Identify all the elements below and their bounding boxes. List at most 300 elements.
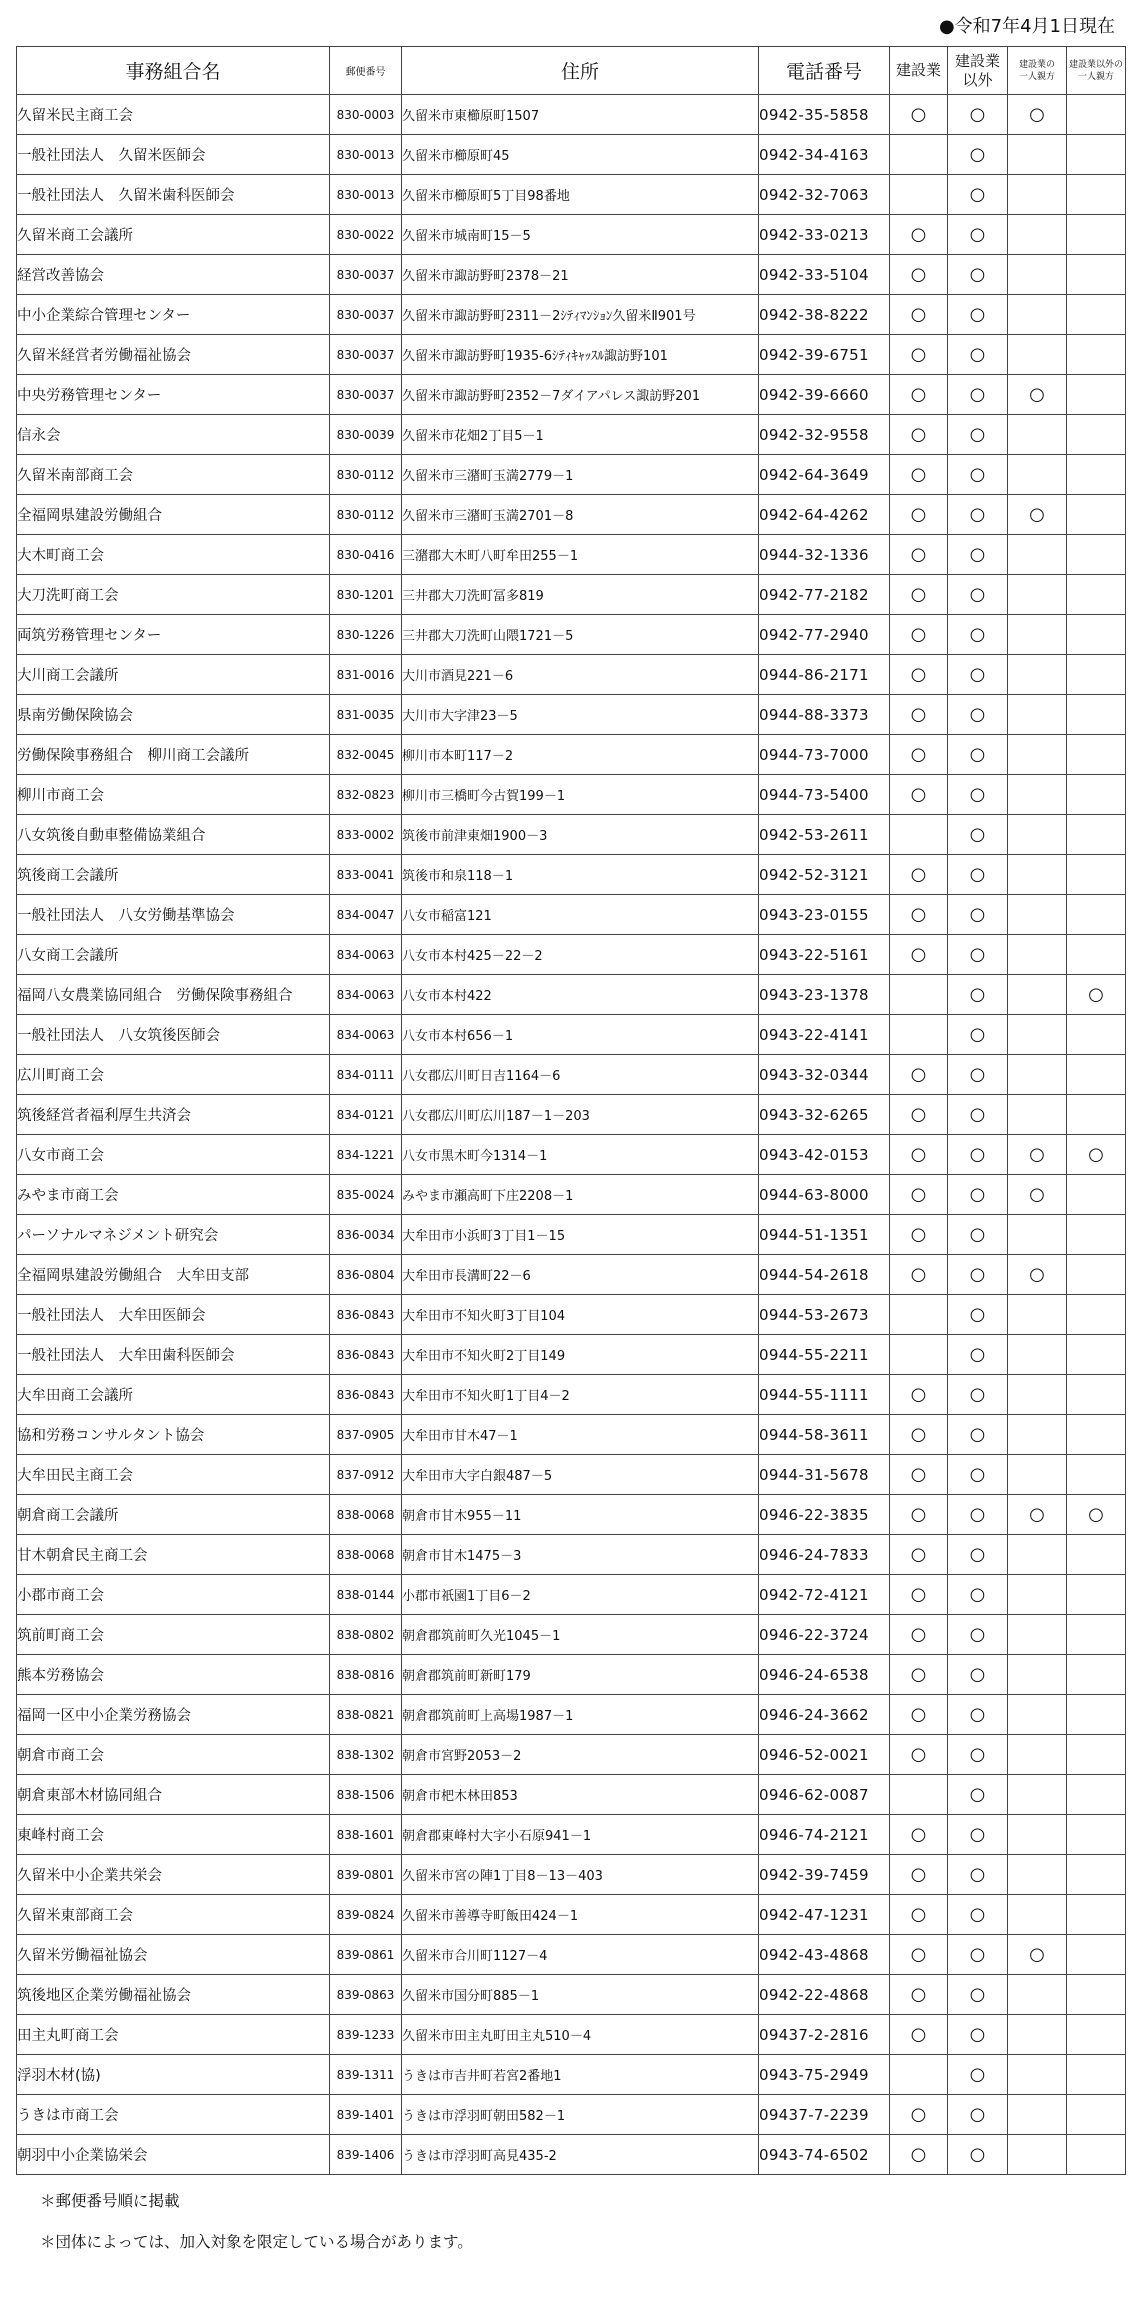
cell-phone: 0942-38-8222 <box>759 295 890 335</box>
table-row <box>17 2055 1126 2095</box>
circle-mark-icon: ○ <box>910 1824 927 1845</box>
cell-non-construction <box>948 2095 1008 2135</box>
circle-mark-icon: ○ <box>969 1384 986 1405</box>
table-row <box>17 415 1126 455</box>
cell-non-construction-sole <box>1067 735 1126 775</box>
cell-non-construction-sole <box>1067 1895 1126 1935</box>
circle-mark-icon: ○ <box>1088 1504 1104 1525</box>
cell-non-construction-sole <box>1067 615 1126 655</box>
cell-construction-sole <box>1008 1655 1067 1695</box>
cell-address: うきは市浮羽町朝田582－1 <box>402 2095 759 2135</box>
cell-union-name: うきは市商工会 <box>17 2095 330 2135</box>
cell-construction-sole <box>1008 655 1067 695</box>
cell-construction-sole <box>1008 895 1067 935</box>
cell-union-name: 筑前町商工会 <box>17 1615 330 1655</box>
circle-mark-icon: ○ <box>969 264 986 285</box>
circle-mark-icon: ○ <box>910 1064 927 1085</box>
cell-union-name: 一般社団法人 八女労働基準協会 <box>17 895 330 935</box>
circle-mark-icon: ○ <box>969 1624 986 1645</box>
cell-construction <box>890 1015 948 1055</box>
circle-mark-icon: ○ <box>910 1144 927 1165</box>
circle-mark-icon: ○ <box>969 1104 986 1125</box>
cell-non-construction <box>948 1535 1008 1575</box>
circle-mark-icon: ○ <box>969 944 986 965</box>
table-row <box>17 455 1126 495</box>
cell-non-construction <box>948 1975 1008 2015</box>
table-row <box>17 1135 1126 1175</box>
cell-union-name: 筑後経営者福利厚生共済会 <box>17 1095 330 1135</box>
footnotes <box>40 2190 473 2272</box>
cell-non-construction <box>948 1135 1008 1175</box>
circle-mark-icon: ○ <box>910 1584 927 1605</box>
cell-phone: 0944-32-1336 <box>759 535 890 575</box>
cell-construction <box>890 1855 948 1895</box>
table-row <box>17 855 1126 895</box>
circle-mark-icon: ○ <box>969 1144 986 1165</box>
circle-mark-icon: ○ <box>910 1664 927 1685</box>
cell-union-name: 大牟田商工会議所 <box>17 1375 330 1415</box>
cell-phone: 0942-53-2611 <box>759 815 890 855</box>
cell-non-construction <box>948 1935 1008 1975</box>
cell-construction-sole <box>1008 1695 1067 1735</box>
circle-mark-icon: ○ <box>969 784 986 805</box>
cell-phone: 0943-75-2949 <box>759 2055 890 2095</box>
cell-address: 久留米市諏訪野町1935-6ｼﾃｨｷｬｯｽﾙ諏訪野101 <box>402 335 759 375</box>
table-row <box>17 495 1126 535</box>
cell-non-construction <box>948 1335 1008 1375</box>
cell-non-construction <box>948 775 1008 815</box>
table-row <box>17 335 1126 375</box>
cell-phone: 0942-33-0213 <box>759 215 890 255</box>
cell-postal-code: 830-0112 <box>330 455 402 495</box>
cell-postal-code: 839-1233 <box>330 2015 402 2055</box>
cell-non-construction-sole <box>1067 815 1126 855</box>
footnote-order: ＊郵便番号順に掲載 <box>40 2192 180 2210</box>
circle-mark-icon: ○ <box>969 304 986 325</box>
cell-non-construction <box>948 615 1008 655</box>
cell-phone: 0943-22-5161 <box>759 935 890 975</box>
cell-union-name: 県南労働保険協会 <box>17 695 330 735</box>
cell-postal-code: 838-1601 <box>330 1815 402 1855</box>
cell-phone: 0942-32-9558 <box>759 415 890 455</box>
circle-mark-icon: ○ <box>910 464 927 485</box>
cell-non-construction <box>948 335 1008 375</box>
cell-non-construction-sole <box>1067 375 1126 415</box>
cell-phone: 0943-32-0344 <box>759 1055 890 1095</box>
cell-postal-code: 833-0041 <box>330 855 402 895</box>
cell-phone: 0942-72-4121 <box>759 1575 890 1615</box>
cell-non-construction-sole <box>1067 975 1126 1015</box>
circle-mark-icon: ○ <box>910 504 927 525</box>
cell-non-construction-sole <box>1067 935 1126 975</box>
cell-construction <box>890 95 948 135</box>
table-row <box>17 1535 1126 1575</box>
cell-construction-sole <box>1008 175 1067 215</box>
circle-mark-icon: ○ <box>969 1984 986 2005</box>
table-row <box>17 895 1126 935</box>
circle-mark-icon: ○ <box>910 704 927 725</box>
cell-construction <box>890 495 948 535</box>
cell-non-construction-sole <box>1067 295 1126 335</box>
cell-non-construction-sole <box>1067 95 1126 135</box>
circle-mark-icon: ○ <box>969 384 986 405</box>
cell-address: 大牟田市長溝町22－6 <box>402 1255 759 1295</box>
header-construction: 建設業 <box>890 47 948 95</box>
cell-construction-sole <box>1008 1095 1067 1135</box>
cell-construction-sole <box>1008 1215 1067 1255</box>
table-row <box>17 255 1126 295</box>
cell-union-name: 一般社団法人 久留米医師会 <box>17 135 330 175</box>
cell-phone: 0942-43-4868 <box>759 1935 890 1975</box>
cell-construction-sole <box>1008 335 1067 375</box>
circle-mark-icon: ○ <box>969 1864 986 1885</box>
cell-phone: 0944-88-3373 <box>759 695 890 735</box>
cell-non-construction-sole <box>1067 855 1126 895</box>
cell-construction-sole <box>1008 535 1067 575</box>
cell-address: 大牟田市不知火町3丁目104 <box>402 1295 759 1335</box>
cell-postal-code: 837-0912 <box>330 1455 402 1495</box>
cell-phone: 0942-32-7063 <box>759 175 890 215</box>
table-row <box>17 1935 1126 1975</box>
cell-address: 八女市本村425－22－2 <box>402 935 759 975</box>
cell-construction <box>890 855 948 895</box>
cell-construction <box>890 1575 948 1615</box>
table-row <box>17 695 1126 735</box>
cell-phone: 0942-64-4262 <box>759 495 890 535</box>
cell-construction <box>890 1535 948 1575</box>
cell-non-construction <box>948 1015 1008 1055</box>
cell-non-construction <box>948 135 1008 175</box>
cell-construction <box>890 175 948 215</box>
cell-union-name: 甘木朝倉民主商工会 <box>17 1535 330 1575</box>
cell-non-construction-sole <box>1067 1775 1126 1815</box>
cell-construction-sole <box>1008 815 1067 855</box>
cell-construction <box>890 335 948 375</box>
cell-union-name: 一般社団法人 大牟田歯科医師会 <box>17 1335 330 1375</box>
cell-address: 久留米市諏訪野町2311－2ｼﾃｨﾏﾝｼｮﾝ久留米Ⅱ901号 <box>402 295 759 335</box>
cell-postal-code: 831-0016 <box>330 655 402 695</box>
cell-non-construction-sole <box>1067 1655 1126 1695</box>
circle-mark-icon: ○ <box>969 1184 986 1205</box>
cell-address: 八女市本村422 <box>402 975 759 1015</box>
cell-non-construction <box>948 95 1008 135</box>
circle-mark-icon: ○ <box>910 1864 927 1885</box>
cell-construction-sole <box>1008 1535 1067 1575</box>
circle-mark-icon: ○ <box>910 264 927 285</box>
circle-mark-icon: ○ <box>969 224 986 245</box>
cell-union-name: 経営改善協会 <box>17 255 330 295</box>
circle-mark-icon: ○ <box>910 1424 927 1445</box>
circle-mark-icon: ○ <box>969 2104 986 2125</box>
cell-phone: 0946-24-7833 <box>759 1535 890 1575</box>
cell-non-construction-sole <box>1067 175 1126 215</box>
cell-construction <box>890 1215 948 1255</box>
cell-non-construction <box>948 1855 1008 1895</box>
cell-construction <box>890 615 948 655</box>
cell-non-construction <box>948 2055 1008 2095</box>
cell-phone: 09437-7-2239 <box>759 2095 890 2135</box>
cell-construction-sole <box>1008 1935 1067 1975</box>
cell-construction-sole <box>1008 695 1067 735</box>
cell-address: 久留米市善導寺町飯田424－1 <box>402 1895 759 1935</box>
cell-construction-sole <box>1008 775 1067 815</box>
circle-mark-icon: ○ <box>969 1424 986 1445</box>
cell-postal-code: 838-0144 <box>330 1575 402 1615</box>
cell-non-construction-sole <box>1067 695 1126 735</box>
cell-construction-sole <box>1008 1855 1067 1895</box>
circle-mark-icon: ○ <box>910 2024 927 2045</box>
circle-mark-icon: ○ <box>1029 104 1045 125</box>
cell-union-name: 一般社団法人 大牟田医師会 <box>17 1295 330 1335</box>
cell-construction-sole <box>1008 215 1067 255</box>
table-header-row <box>17 47 1126 95</box>
cell-address: 朝倉郡筑前町久光1045－1 <box>402 1615 759 1655</box>
circle-mark-icon: ○ <box>969 1344 986 1365</box>
cell-address: 大川市酒見221－6 <box>402 655 759 695</box>
table-row <box>17 1295 1126 1335</box>
cell-union-name: 朝倉市商工会 <box>17 1735 330 1775</box>
cell-phone: 0942-33-5104 <box>759 255 890 295</box>
table-row <box>17 1375 1126 1415</box>
cell-non-construction <box>948 455 1008 495</box>
table-row <box>17 2095 1126 2135</box>
cell-postal-code: 837-0905 <box>330 1415 402 1455</box>
circle-mark-icon: ○ <box>969 504 986 525</box>
table-row <box>17 815 1126 855</box>
cell-phone: 0944-51-1351 <box>759 1215 890 1255</box>
cell-non-construction <box>948 255 1008 295</box>
circle-mark-icon: ○ <box>969 1944 986 1965</box>
cell-postal-code: 832-0823 <box>330 775 402 815</box>
cell-phone: 0946-22-3724 <box>759 1615 890 1655</box>
cell-postal-code: 830-0022 <box>330 215 402 255</box>
cell-construction <box>890 1335 948 1375</box>
header-address: 住所 <box>402 47 759 95</box>
table-row <box>17 295 1126 335</box>
circle-mark-icon: ○ <box>910 224 927 245</box>
cell-construction <box>890 1775 948 1815</box>
cell-construction <box>890 1255 948 1295</box>
circle-mark-icon: ○ <box>969 424 986 445</box>
header-non-construction-sole-line1: 建設業以外の <box>1068 59 1123 70</box>
cell-construction-sole <box>1008 1455 1067 1495</box>
cell-address: 三井郡大刀洗町冨多819 <box>402 575 759 615</box>
cell-union-name: 一般社団法人 久留米歯科医師会 <box>17 175 330 215</box>
circle-mark-icon: ○ <box>910 624 927 645</box>
circle-mark-icon: ○ <box>910 2144 927 2165</box>
cell-postal-code: 834-0111 <box>330 1055 402 1095</box>
cell-postal-code: 834-0063 <box>330 935 402 975</box>
cell-construction-sole <box>1008 1335 1067 1375</box>
cell-union-name: パーソナルマネジメント研究会 <box>17 1215 330 1255</box>
cell-union-name: 八女市商工会 <box>17 1135 330 1175</box>
table-row <box>17 1815 1126 1855</box>
cell-postal-code: 830-1201 <box>330 575 402 615</box>
cell-postal-code: 836-0843 <box>330 1295 402 1335</box>
cell-phone: 0944-55-1111 <box>759 1375 890 1415</box>
cell-phone: 0944-54-2618 <box>759 1255 890 1295</box>
cell-address: 久留米市諏訪野町2352－7ダイアパレス諏訪野201 <box>402 375 759 415</box>
cell-non-construction <box>948 535 1008 575</box>
cell-address: 久留米市城南町15－5 <box>402 215 759 255</box>
circle-mark-icon: ○ <box>910 424 927 445</box>
cell-union-name: 協和労務コンサルタント協会 <box>17 1415 330 1455</box>
circle-mark-icon: ○ <box>910 384 927 405</box>
circle-mark-icon: ○ <box>969 2144 986 2165</box>
cell-non-construction <box>948 1495 1008 1535</box>
header-non-construction-line1: 建設業 <box>954 51 1000 70</box>
cell-postal-code: 830-0039 <box>330 415 402 455</box>
cell-address: 三井郡大刀洗町山隈1721－5 <box>402 615 759 655</box>
cell-postal-code: 830-0003 <box>330 95 402 135</box>
cell-construction-sole <box>1008 495 1067 535</box>
cell-non-construction <box>948 1175 1008 1215</box>
cell-non-construction-sole <box>1067 495 1126 535</box>
cell-non-construction-sole <box>1067 2095 1126 2135</box>
cell-non-construction <box>948 1895 1008 1935</box>
cell-non-construction <box>948 1655 1008 1695</box>
circle-mark-icon: ○ <box>1029 384 1045 405</box>
cell-postal-code: 839-0861 <box>330 1935 402 1975</box>
cell-non-construction-sole <box>1067 2055 1126 2095</box>
cell-phone: 0942-52-3121 <box>759 855 890 895</box>
cell-construction <box>890 1135 948 1175</box>
cell-union-name: 朝倉東部木材協同組合 <box>17 1775 330 1815</box>
cell-non-construction <box>948 1055 1008 1095</box>
cell-non-construction <box>948 1095 1008 1135</box>
cell-non-construction <box>948 1295 1008 1335</box>
cell-union-name: 熊本労務協会 <box>17 1655 330 1695</box>
header-non-construction <box>948 47 1008 95</box>
cell-address: 三潴郡大木町八町牟田255－1 <box>402 535 759 575</box>
header-non-construction-sole <box>1067 47 1126 95</box>
circle-mark-icon: ○ <box>910 1384 927 1405</box>
cell-postal-code: 838-1506 <box>330 1775 402 1815</box>
cell-phone: 0946-22-3835 <box>759 1495 890 1535</box>
cell-phone: 0944-63-8000 <box>759 1175 890 1215</box>
table-row <box>17 2015 1126 2055</box>
circle-mark-icon: ○ <box>969 984 986 1005</box>
cell-construction-sole <box>1008 2055 1067 2095</box>
cell-address: 久留米市田主丸町田主丸510－4 <box>402 2015 759 2055</box>
cell-construction-sole <box>1008 1575 1067 1615</box>
cell-construction-sole <box>1008 1055 1067 1095</box>
circle-mark-icon: ○ <box>969 744 986 765</box>
cell-address: 朝倉市甘木955－11 <box>402 1495 759 1535</box>
cell-phone: 0942-39-7459 <box>759 1855 890 1895</box>
cell-phone: 0942-35-5858 <box>759 95 890 135</box>
cell-union-name: 朝羽中小企業協栄会 <box>17 2135 330 2175</box>
cell-construction <box>890 1175 948 1215</box>
cell-phone: 0942-39-6660 <box>759 375 890 415</box>
cell-phone: 0943-23-1378 <box>759 975 890 1015</box>
cell-construction-sole <box>1008 135 1067 175</box>
cell-union-name: 久留米民主商工会 <box>17 95 330 135</box>
cell-address: 久留米市宮の陣1丁目8－13－403 <box>402 1855 759 1895</box>
cell-union-name: 労働保険事務組合 柳川商工会議所 <box>17 735 330 775</box>
table-row <box>17 1415 1126 1455</box>
cell-phone: 0942-64-3649 <box>759 455 890 495</box>
cell-postal-code: 838-0816 <box>330 1655 402 1695</box>
circle-mark-icon: ○ <box>1029 1144 1045 1165</box>
cell-union-name: 久留米労働福祉協会 <box>17 1935 330 1975</box>
cell-phone: 0942-39-6751 <box>759 335 890 375</box>
cell-phone: 0942-47-1231 <box>759 1895 890 1935</box>
circle-mark-icon: ○ <box>910 1504 927 1525</box>
cell-non-construction <box>948 895 1008 935</box>
cell-construction <box>890 1415 948 1455</box>
cell-postal-code: 834-0063 <box>330 975 402 1015</box>
cell-non-construction <box>948 935 1008 975</box>
cell-postal-code: 838-0821 <box>330 1695 402 1735</box>
cell-construction <box>890 2095 948 2135</box>
cell-address: 柳川市本町117－2 <box>402 735 759 775</box>
cell-construction <box>890 1095 948 1135</box>
cell-construction <box>890 575 948 615</box>
cell-postal-code: 839-1311 <box>330 2055 402 2095</box>
cell-construction <box>890 895 948 935</box>
cell-postal-code: 830-0112 <box>330 495 402 535</box>
cell-construction <box>890 535 948 575</box>
circle-mark-icon: ○ <box>910 664 927 685</box>
circle-mark-icon: ○ <box>910 944 927 965</box>
cell-postal-code: 836-0843 <box>330 1335 402 1375</box>
circle-mark-icon: ○ <box>910 1704 927 1725</box>
circle-mark-icon: ○ <box>969 624 986 645</box>
cell-construction-sole <box>1008 1815 1067 1855</box>
circle-mark-icon: ○ <box>969 1464 986 1485</box>
cell-address: 八女市黒木町今1314－1 <box>402 1135 759 1175</box>
cell-address: 大川市大字津23－5 <box>402 695 759 735</box>
cell-construction <box>890 2015 948 2055</box>
cell-non-construction <box>948 735 1008 775</box>
circle-mark-icon: ○ <box>910 584 927 605</box>
cell-non-construction-sole <box>1067 1095 1126 1135</box>
cell-non-construction <box>948 855 1008 895</box>
cell-postal-code: 836-0804 <box>330 1255 402 1295</box>
circle-mark-icon: ○ <box>969 1224 986 1245</box>
circle-mark-icon: ○ <box>1029 1264 1045 1285</box>
cell-construction <box>890 215 948 255</box>
cell-postal-code: 836-0843 <box>330 1375 402 1415</box>
cell-construction-sole <box>1008 2135 1067 2175</box>
cell-union-name: 全福岡県建設労働組合 大牟田支部 <box>17 1255 330 1295</box>
table-row <box>17 1335 1126 1375</box>
cell-non-construction-sole <box>1067 1815 1126 1855</box>
cell-construction <box>890 455 948 495</box>
cell-construction <box>890 295 948 335</box>
cell-construction-sole <box>1008 855 1067 895</box>
cell-construction-sole <box>1008 95 1067 135</box>
cell-non-construction-sole <box>1067 535 1126 575</box>
cell-construction <box>890 695 948 735</box>
circle-mark-icon: ○ <box>969 1024 986 1045</box>
header-construction-sole-line2: 一人親方 <box>1018 71 1055 82</box>
cell-phone: 0943-42-0153 <box>759 1135 890 1175</box>
cell-address: 朝倉郡筑前町新町179 <box>402 1655 759 1695</box>
cell-address: 柳川市三橋町今古賀199－1 <box>402 775 759 815</box>
cell-address: 朝倉市杷木林田853 <box>402 1775 759 1815</box>
circle-mark-icon: ○ <box>969 1704 986 1725</box>
cell-non-construction <box>948 175 1008 215</box>
cell-union-name: 大牟田民主商工会 <box>17 1455 330 1495</box>
cell-address: 久留米市櫛原町45 <box>402 135 759 175</box>
cell-postal-code: 834-1221 <box>330 1135 402 1175</box>
cell-non-construction <box>948 215 1008 255</box>
circle-mark-icon: ○ <box>910 304 927 325</box>
cell-non-construction <box>948 375 1008 415</box>
table-row <box>17 735 1126 775</box>
